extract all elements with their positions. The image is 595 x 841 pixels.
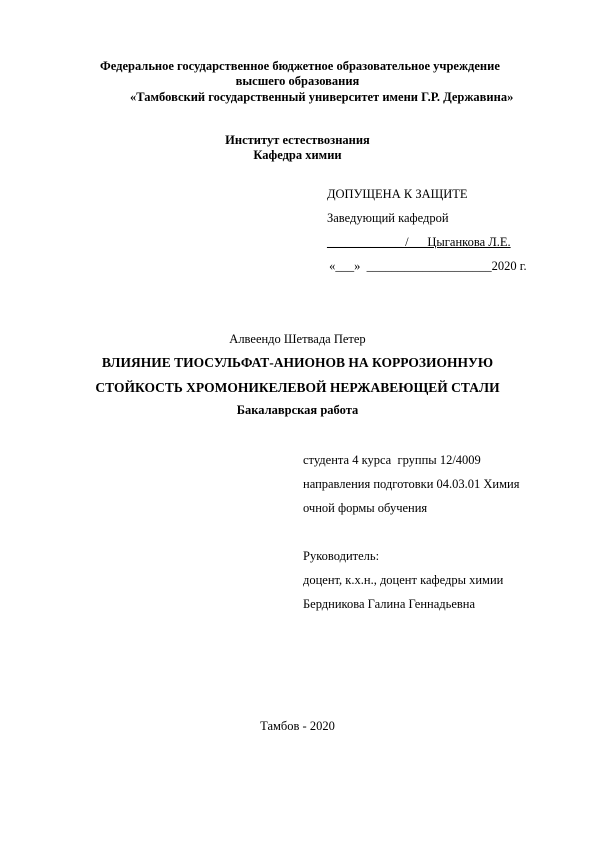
student-line-1: студента 4 курса группы 12/4009	[303, 453, 481, 467]
work-type: Бакалаврская работа	[236, 403, 359, 417]
supervisor-position: доцент, к.х.н., доцент кафедры химии	[303, 573, 504, 587]
thesis-title-line-2: СТОЙКОСТЬ ХРОМОНИКЕЛЕВОЙ НЕРЖАВЕЮЩЕЙ СТАЛИ	[95, 380, 500, 395]
institute-name: Институт естествознания	[225, 133, 370, 147]
org-line-3: «Тамбовский государственный университет имени Г.Р. Державина»	[130, 90, 514, 104]
head-label: Заведующий кафедрой	[327, 211, 449, 225]
author-name: Алвеендо Шетвада Петер	[229, 332, 366, 346]
thesis-title-line-1: ВЛИЯНИЕ ТИОСУЛЬФАТ-АНИОНОВ НА КОРРОЗИОННУЮ	[101, 355, 494, 370]
admitted-label: ДОПУЩЕНА К ЗАЩИТЕ	[327, 187, 468, 201]
student-line-3: очной формы обучения	[303, 501, 428, 515]
supervisor-label: Руководитель:	[303, 549, 380, 563]
org-line-1: Федеральное государственное бюджетное образовательное учреждение	[100, 59, 500, 73]
department-name: Кафедра химии	[253, 148, 342, 162]
supervisor-name: Бердникова Галина Геннадьевна	[303, 597, 476, 611]
student-line-2: направления подготовки 04.03.01 Химия	[303, 477, 520, 491]
signature-line: ____________ /___Цыганкова Л.Е.	[327, 235, 511, 249]
city-year: Тамбов - 2020	[260, 719, 335, 733]
date-line: «___» ____________________2020 г.	[326, 259, 527, 273]
org-line-2: высшего образования	[235, 74, 360, 88]
